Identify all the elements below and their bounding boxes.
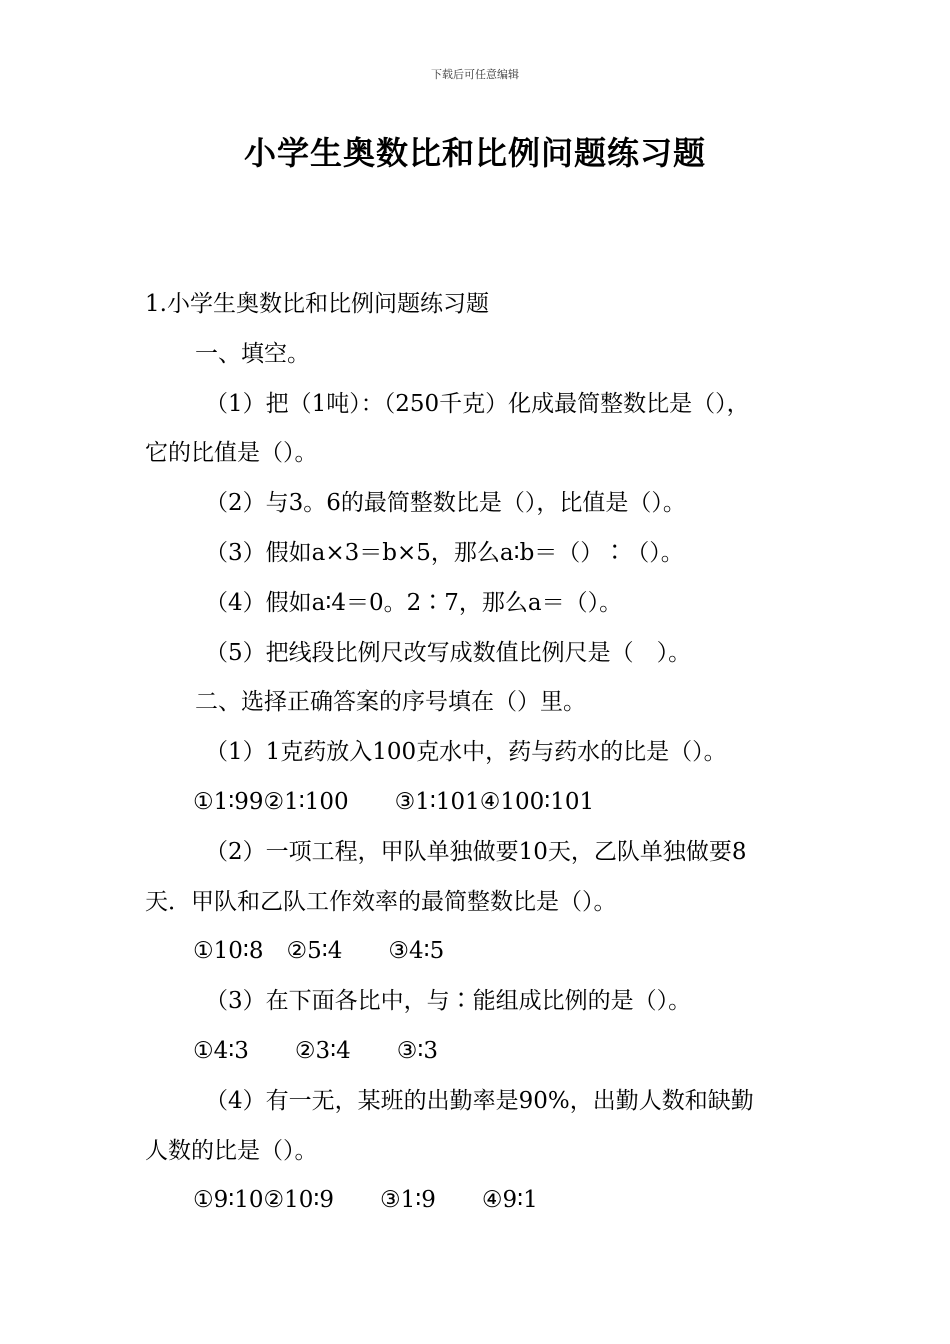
question-2-1: （1）1克药放入100克水中，药与药水的比是（）。	[205, 739, 727, 766]
question-1-1-line2: 它的比值是（）。	[145, 440, 318, 467]
header-note: 下载后可任意编辑	[431, 68, 519, 81]
question-2-4-options: ①9∶10②10∶9 ③1∶9 ④9∶1	[193, 1187, 538, 1214]
question-1-1-line1: （1）把（1吨）：（250千克）化成最简整数比是（），	[205, 390, 750, 417]
question-2-3: （3）在下面各比中，与∶能组成比例的是（）。	[205, 988, 692, 1015]
question-2-2-line1: （2）一项工程，甲队单独做要10天，乙队单独做要8	[205, 838, 747, 865]
section2-title: 二、选择正确答案的序号填在（）里。	[195, 689, 586, 716]
question-2-4-line2: 人数的比是（）。	[145, 1137, 318, 1164]
section-heading: 1.小学生奥数比和比例问题练习题	[145, 291, 489, 317]
section1-title: 一、填空。	[195, 340, 310, 367]
question-2-2-line2: 天．甲队和乙队工作效率的最简整数比是（）。	[145, 888, 617, 915]
question-2-3-options: ①4∶3 ②3∶4 ③∶3	[193, 1037, 438, 1064]
question-1-2: （2）与3。6的最简整数比是（），比值是（）。	[205, 490, 686, 517]
question-2-1-options: ①1∶99②1∶100 ③1∶101④100∶101	[193, 788, 595, 815]
document-title: 小学生奥数比和比例问题练习题	[243, 134, 706, 172]
question-1-5: （5）把线段比例尺改写成数值比例尺是（ ）。	[205, 639, 692, 666]
question-1-4: （4）假如a∶4＝0。2∶7，那么a＝（）。	[205, 589, 623, 616]
question-2-4-line1: （4）有一无，某班的出勤率是90%，出勤人数和缺勤	[205, 1087, 754, 1114]
question-1-3: （3）假如a×3＝b×5，那么a∶b＝（）∶（）。	[205, 539, 684, 566]
document-body	[145, 280, 810, 1226]
question-2-2-options: ①10∶8 ②5∶4 ③4∶5	[193, 938, 445, 965]
